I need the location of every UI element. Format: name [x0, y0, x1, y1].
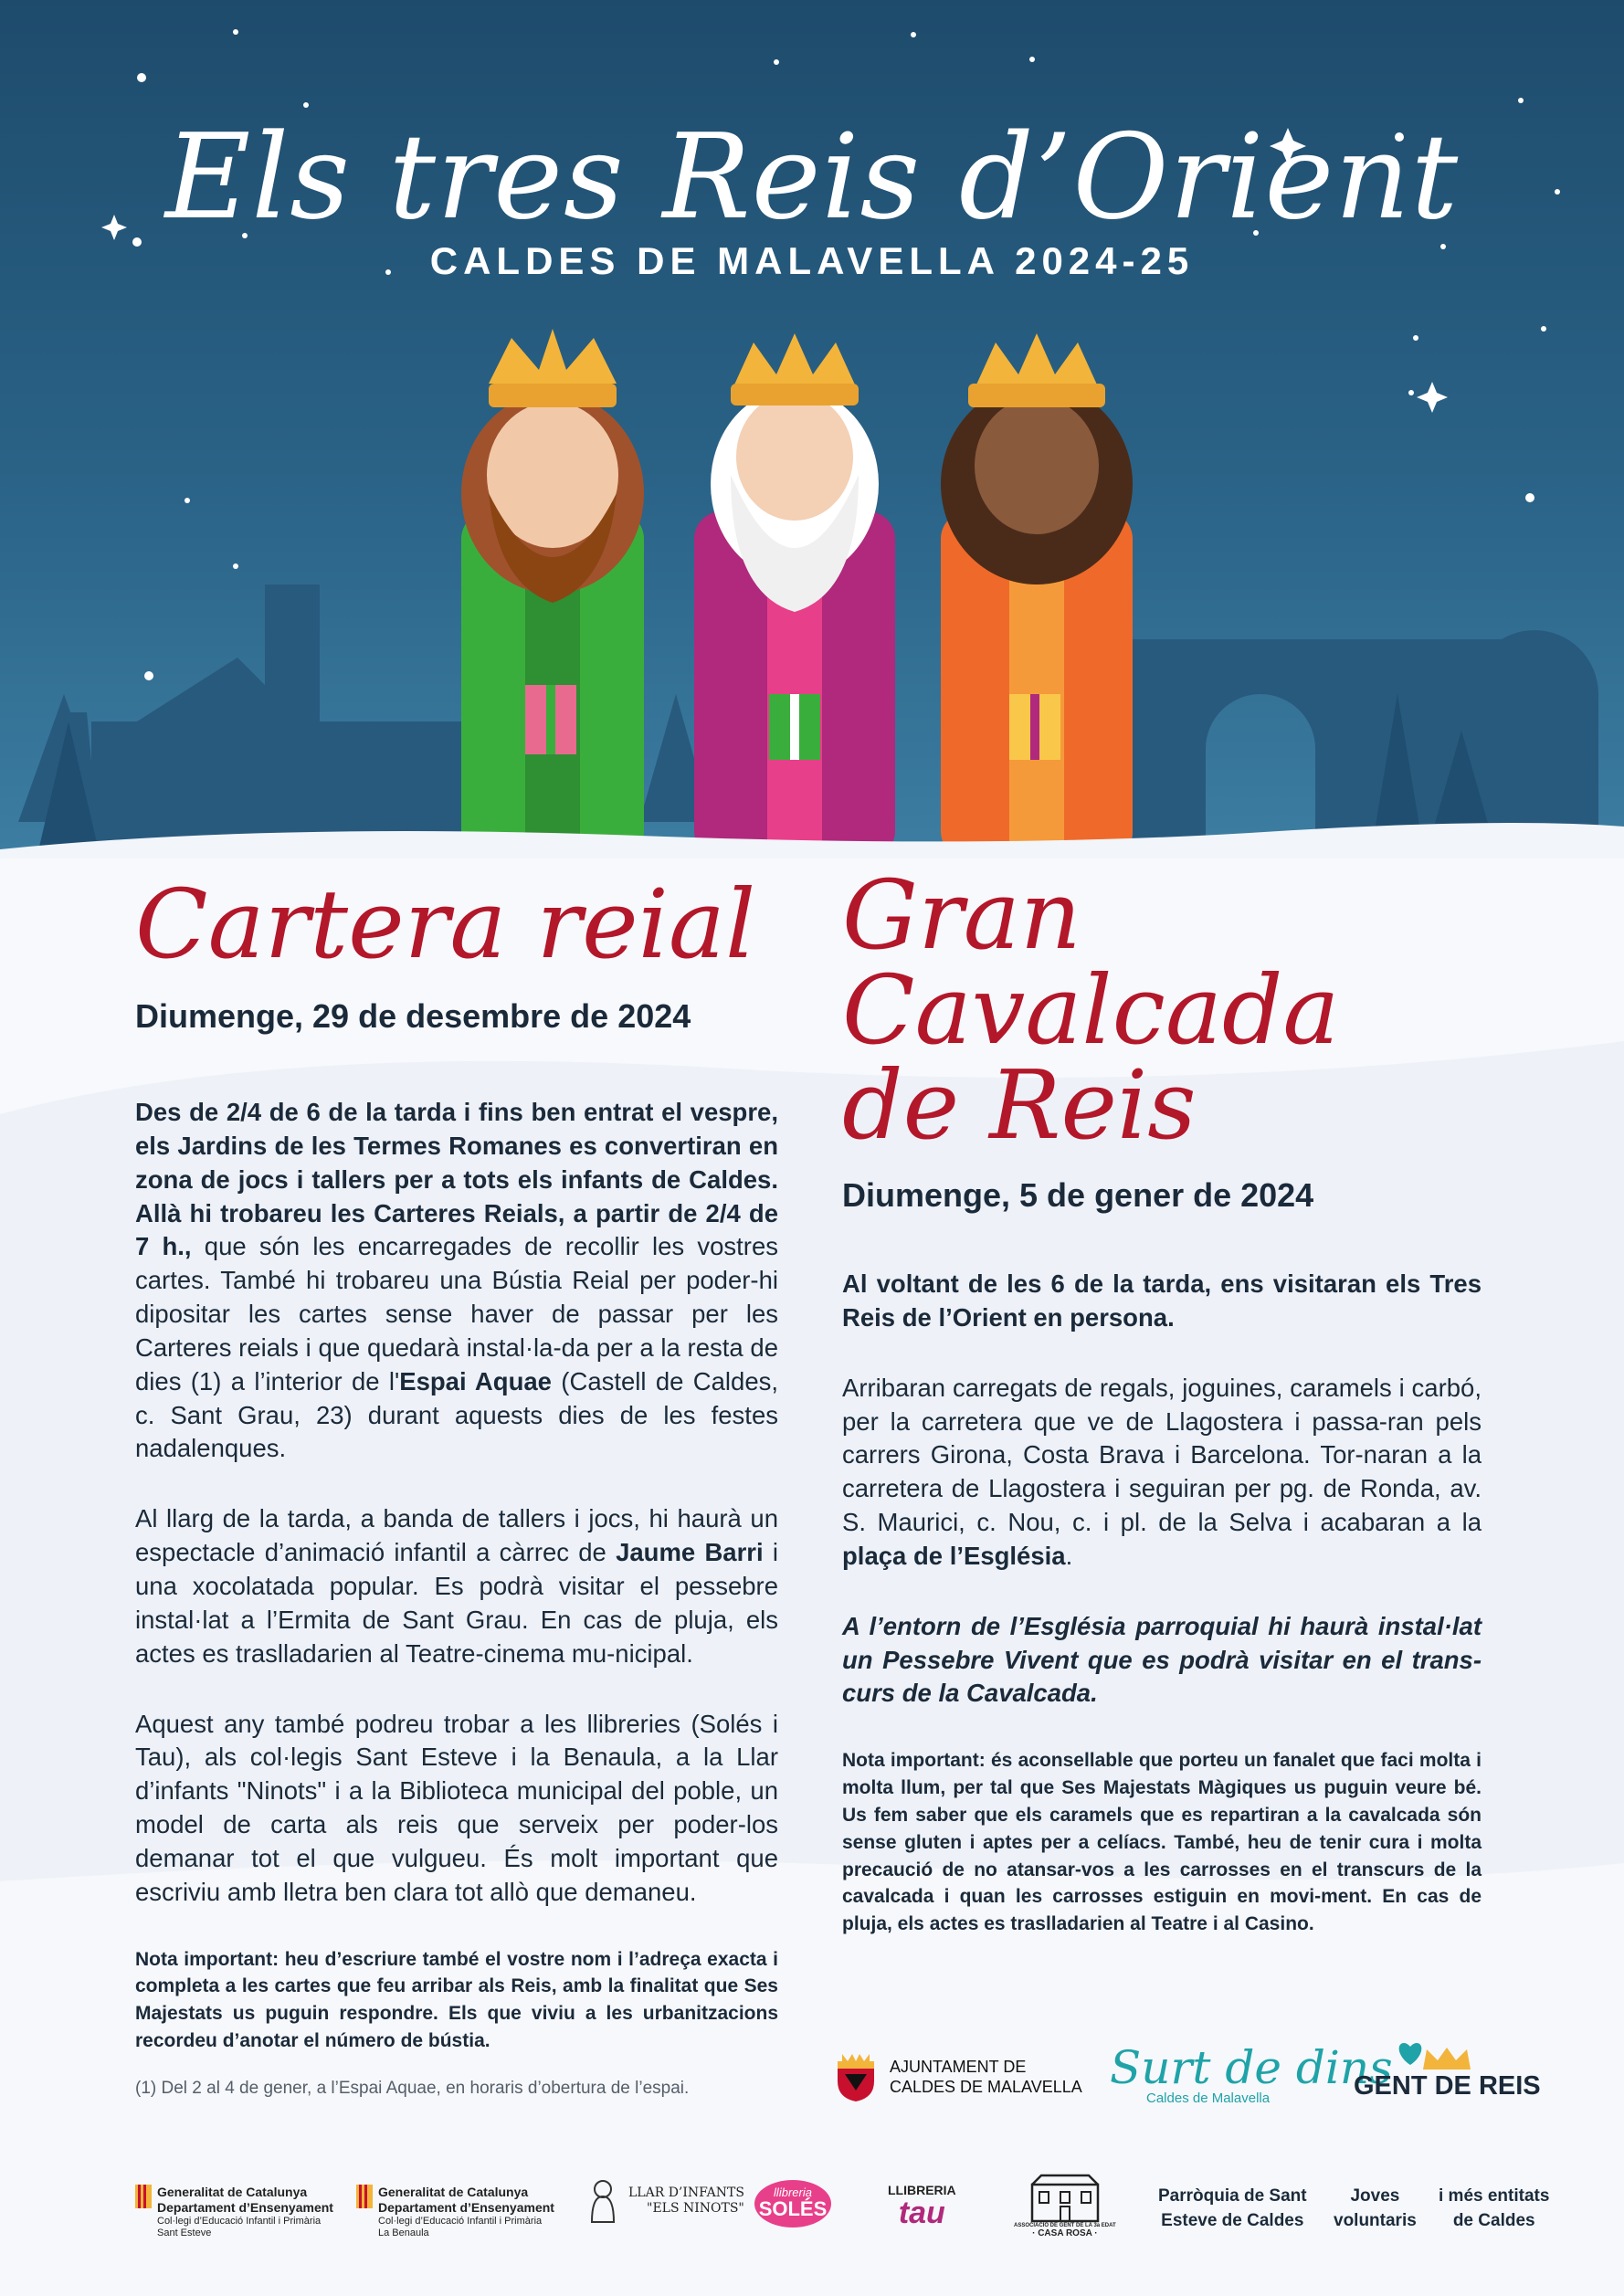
- casa-rosa-line-2: · CASA ROSA ·: [1032, 2228, 1098, 2238]
- joves-voluntaris-logo: [1334, 2185, 1417, 2233]
- coat-of-arms-icon: [833, 2050, 879, 2103]
- parroquia-logo: [1158, 2185, 1307, 2233]
- parroquia-line-2: Esteve de Caldes: [1161, 2210, 1304, 2230]
- entitats-line-2: de Caldes: [1452, 2210, 1535, 2230]
- casa-rosa-logo: [1014, 2172, 1116, 2238]
- generalitat-sant-esteve-logo: [135, 2185, 333, 2239]
- generalitat-benaula-logo: [356, 2185, 554, 2239]
- cartera-footnote: (1) Del 2 al 4 de gener, a l’Espai Aquae, en horaris d’obertura de l’espai.: [135, 2078, 690, 2098]
- tau-line-2: tau: [898, 2196, 945, 2230]
- page-subtitle: CALDES DE MALAVELLA 2024-25: [429, 239, 1195, 282]
- cartera-date: Diumenge, 29 de desembre de 2024: [135, 997, 691, 1035]
- cavalcada-paragraph-1: Al voltant de les 6 de la tarda, ens visitaran els Tres Reis de l’Orient en persona.: [842, 1269, 1482, 1332]
- parroquia-line-1: Parròquia de Sant: [1158, 2186, 1307, 2206]
- cartera-paragraph-3: Aquest any també podreu trobar a les llibreries (Solés i Tau), als col·legis Sant Esteve i la Benaula, a la Llar d’infants "Ninots" i a la Biblioteca municipal del poble, un model de carta als reis que serveix per poder-los demanar tot el que vulgueu. És molt important que escriviu amb lletra ben clara tot allò que demaneu.: [135, 1709, 778, 1906]
- entitats-line-1: i més entitats: [1439, 2186, 1550, 2206]
- surt-sub: Caldes de Malavella: [1146, 2091, 1271, 2106]
- cartera-title: Cartera reial: [135, 869, 756, 980]
- ajuntament-line-1: AJUNTAMENT DE: [890, 2057, 1027, 2076]
- llar-ninots-logo: [585, 2178, 744, 2224]
- gent-de-reis-logo: [1354, 2046, 1541, 2101]
- soles-line-2: SOLÉS: [758, 2197, 828, 2220]
- cavalcada-title: [842, 859, 1482, 1161]
- generalitat-icon: [135, 2185, 152, 2208]
- gen2-line-1: Generalitat de Catalunya: [378, 2185, 529, 2199]
- gen1-line-3: Col·legi d’Educació Infantil i Primària: [157, 2215, 322, 2227]
- llar-line-2: "ELS NINOTS": [647, 2201, 744, 2216]
- joves-line-2: voluntaris: [1334, 2210, 1417, 2230]
- gen2-line-2: Departament d’Ensenyament: [378, 2199, 554, 2215]
- cavalcada-date: Diumenge, 5 de gener de 2024: [842, 1176, 1314, 1214]
- cartera-section: [135, 849, 778, 2099]
- ajuntament-logo: [833, 2050, 1082, 2103]
- generalitat-icon: [356, 2185, 373, 2208]
- soles-line-1: llibreria: [774, 2185, 812, 2199]
- hero-banner: [0, 0, 1624, 877]
- casa-rosa-building-icon: [1028, 2172, 1102, 2223]
- gen1-line-1: Generalitat de Catalunya: [157, 2185, 308, 2199]
- cavalcada-title-line-2: de Reis: [842, 1049, 1197, 1161]
- surt-main: Surt de dins: [1110, 2041, 1393, 2094]
- cartera-note: Nota important: heu d’escriure també el vostre nom i l’adreça exacta i completa a les cartes que feu arribar als Reis, amb la finalitat que Ses Majestats us puguin respondre. Els que viviu a les urbanitzacions recordeu d’anotar el número de bústia.: [135, 1948, 778, 2051]
- cartera-paragraph-1: Des de 2/4 de 6 de la tarda i fins ben entrat el vespre, els Jardins de les Termes Romanes es convertiran en zona de jocs i tallers per a tots els infants de Caldes. Allà hi trobareu les Carteres Reials, a partir de 2/4 de 7 h., que són les encarregades de recollir les vostres cartes. També hi trobareu una Bústia Reial per poder-hi dipositar les cartes sense haver de passar per les Carteres reials i que quedarà instal·la-da per a la resta de dies (1) a l’interior de l'Espai Aquae (Castell de Caldes, c. Sant Grau, 23) durant aquests dies de les festes nadalenques.: [135, 1098, 779, 1463]
- mes-entitats-logo: [1439, 2185, 1549, 2233]
- cavalcada-note: Nota important: és aconsellable que porteu un fanalet que faci molta i molta llum, per tal que Ses Majestats Màgiques us puguin veure bé. Us fem saber que els caramels que es repartiran a la cavalcada són sense gluten i aptes per a celíacs. També, heu de tenir cura i molta precaució de no atansar-vos a les carrosses en el transcurs de la cavalcada i quan les carrosses estiguin en movi-ment. En cas de pluja, els actes es traslladarien al Teatre i al Casino.: [842, 1750, 1482, 1935]
- llibreria-soles-logo: [754, 2178, 832, 2229]
- gen1-line-2: Departament d’Ensenyament: [157, 2199, 333, 2215]
- cavalcada-title-line-1: Gran Cavalcada: [842, 859, 1340, 1066]
- gent-de-reis-text: GENT DE REIS: [1354, 2071, 1541, 2101]
- ninot-icon: [585, 2178, 621, 2224]
- king-orange: [941, 333, 1133, 858]
- gen2-line-4: La Benaula: [378, 2227, 429, 2238]
- casa-rosa-line-1: ASSOCIACIÓ DE GENT DE LA 3a EDAT: [1014, 2223, 1116, 2228]
- page-title: Els tres Reis d’Orient: [164, 110, 1460, 246]
- joves-line-1: Joves: [1350, 2186, 1400, 2206]
- cavalcada-section: [842, 849, 1482, 1938]
- gen2-line-3: Col·legi d’Educació Infantil i Primària: [378, 2215, 543, 2227]
- king-green: [461, 329, 644, 858]
- cartera-paragraph-2: Al llarg de la tarda, a banda de tallers i jocs, hi haurà un espectacle d’animació infantil a càrrec de Jaume Barri i una xocolatada popular. Es podrà visitar el pessebre instal·lat a l’Ermita de Sant Grau. En cas de pluja, els actes es traslladarien al Teatre-cinema mu-nicipal.: [135, 1504, 778, 1668]
- llibreria-tau-logo: [888, 2183, 956, 2228]
- cavalcada-paragraph-2: Arribaran carregats de regals, joguines, caramels i carbó, per la carretera que ve de Llagostera i passa-ran pels carrers Girona, Costa Brava i Barcelona. Tor-naran a la carretera de Llagostera i seguiran per pg. de Ronda, av. S. Maurici, c. Nou, c. i pl. de la Selva i acabaran a la plaça de l’Església.: [842, 1373, 1482, 1570]
- tau-line-1: LLIBRERIA: [888, 2183, 956, 2197]
- gen1-line-4: Sant Esteve: [157, 2227, 212, 2238]
- llar-line-1: LLAR D’INFANTS: [628, 2185, 744, 2201]
- crown-icon: [1421, 2046, 1472, 2071]
- ajuntament-line-2: CALDES DE MALAVELLA: [890, 2078, 1082, 2096]
- king-purple: [694, 333, 895, 858]
- cavalcada-paragraph-3: A l’entorn de l’Església parroquial hi haurà instal·lat un Pessebre Vivent que es podrà visitar en el trans-curs de la Cavalcada.: [842, 1611, 1482, 1708]
